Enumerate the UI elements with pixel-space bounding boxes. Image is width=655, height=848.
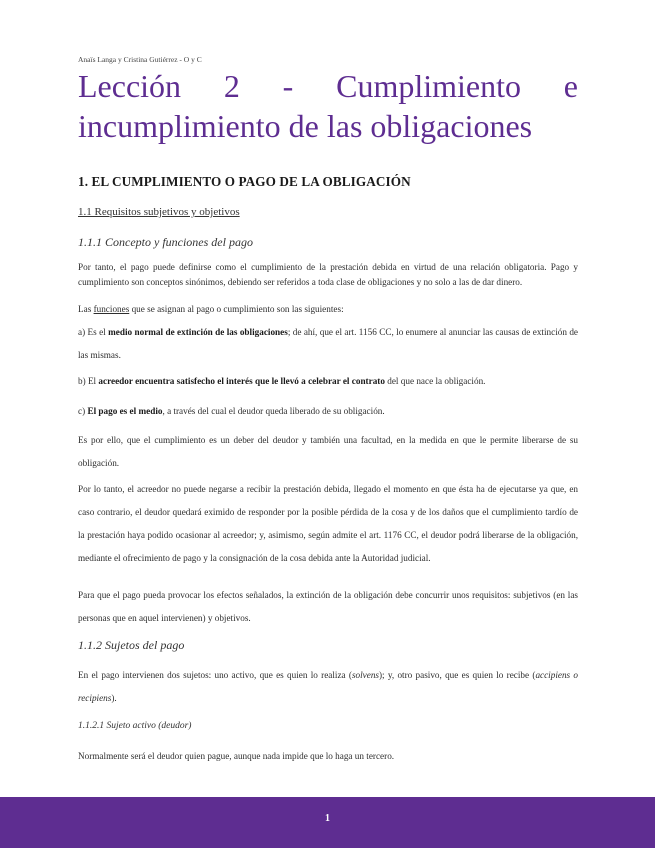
title-word: 2 — [223, 68, 240, 104]
text-run: ); y, otro pasivo, que es quien lo recibe ( — [379, 670, 536, 680]
section-heading: 1. EL CUMPLIMIENTO O PAGO DE LA OBLIGACIÓN — [78, 174, 411, 189]
paragraph-functions-intro — [78, 298, 578, 321]
bold-term: medio normal de extinción de las obligaciones — [108, 327, 288, 337]
bold-term: acreedor encuentra satisfecho el interés que le llevó a celebrar el contrato — [98, 376, 385, 386]
text-run: que se asignan al pago o cumplimiento son las siguientes: — [129, 304, 344, 314]
italic-term: accipiens o recipiens — [78, 670, 578, 703]
text-run: , a través del cual el deudor queda liberado de su obligación. — [162, 406, 385, 416]
bold-term: El pago es el medio — [87, 406, 163, 416]
paragraph-requirements: Para que el pago pueda provocar los efectos señalados, la extinción de la obligación debe concurrir unos requisitos: subjetivos (en las personas que en aquel intervienen) y objetivos. — [78, 590, 578, 623]
lesson-title — [78, 66, 578, 146]
paragraph-subjects — [78, 664, 578, 710]
text-run: ; de ahí, que el art. 1156 CC, lo enumere al anunciar las causas de extinción de las mismas. — [78, 327, 578, 360]
text-run: ). — [111, 693, 117, 703]
paragraph-active-subject: Normalmente será el deudor quien pague, aunque nada impide que lo haga un tercero. — [78, 751, 395, 761]
title-word: - — [282, 68, 294, 104]
title-line-1 — [78, 66, 578, 106]
paragraph-definition: Por tanto, el pago puede definirse como el cumplimiento de la prestación debida en virtud de una relación obligatoria. Pago y cumplimiento son conceptos sinónimos, debiendo ser referidos a toda clase de obligaciones y no solo a las de dar dinero. — [78, 262, 578, 287]
underlined-term: funciones — [93, 304, 130, 314]
text-run: a) Es el — [78, 327, 109, 337]
subsection-heading: 1.1 Requisitos subjetivos y objetivos — [78, 206, 240, 218]
text-run: Las — [78, 304, 94, 314]
text-run: En el pago intervienen dos sujetos: uno activo, que es quien lo realiza ( — [78, 670, 352, 680]
page-number: 1 — [325, 813, 330, 824]
paragraph-function-b — [78, 370, 578, 393]
subsubsection-heading: 1.1.1 Concepto y funciones del pago — [78, 235, 253, 249]
paragraph-function-a — [78, 321, 578, 367]
header-authors: Anaïs Langa y Cristina Gutiérrez - O y C — [78, 55, 202, 64]
text-run: b) El — [78, 376, 99, 386]
title-line-2: incumplimiento de las obligaciones — [78, 108, 533, 144]
paragraph-duty: Es por ello, que el cumplimiento es un deber del deudor y también una facultad, en la medida en que le permite liberarse de su obligación. — [78, 435, 578, 468]
paragraph-function-c — [78, 400, 578, 423]
text-run: del que nace la obligación. — [384, 376, 486, 386]
subsubsection-heading: 1.1.2 Sujetos del pago — [78, 638, 185, 652]
text-run: c) — [78, 406, 88, 416]
subsubsubsection-heading: 1.1.2.1 Sujeto activo (deudor) — [78, 721, 192, 731]
title-word: Cumplimiento — [336, 68, 521, 104]
italic-term: solvens — [351, 670, 379, 680]
title-word: Lección — [78, 68, 182, 104]
title-word: e — [563, 68, 578, 104]
paragraph-creditor: Por lo tanto, el acreedor no puede negarse a recibir la prestación debida, llegado el momento en que ésta ha de ejecutarse ya que, en caso contrario, el deudor quedará eximido de responder por la posible pérdida de la cosa y de los daños que el cumplimiento tardío de la prestación haya podido ocasionar al acreedor; y, asimismo, según admite el art. 1176 CC, el deudor podrá liberarse de la obligación, mediante el ofrecimiento de pago y la consignación de la cosa debida ante la Autoridad judicial. — [78, 484, 578, 563]
